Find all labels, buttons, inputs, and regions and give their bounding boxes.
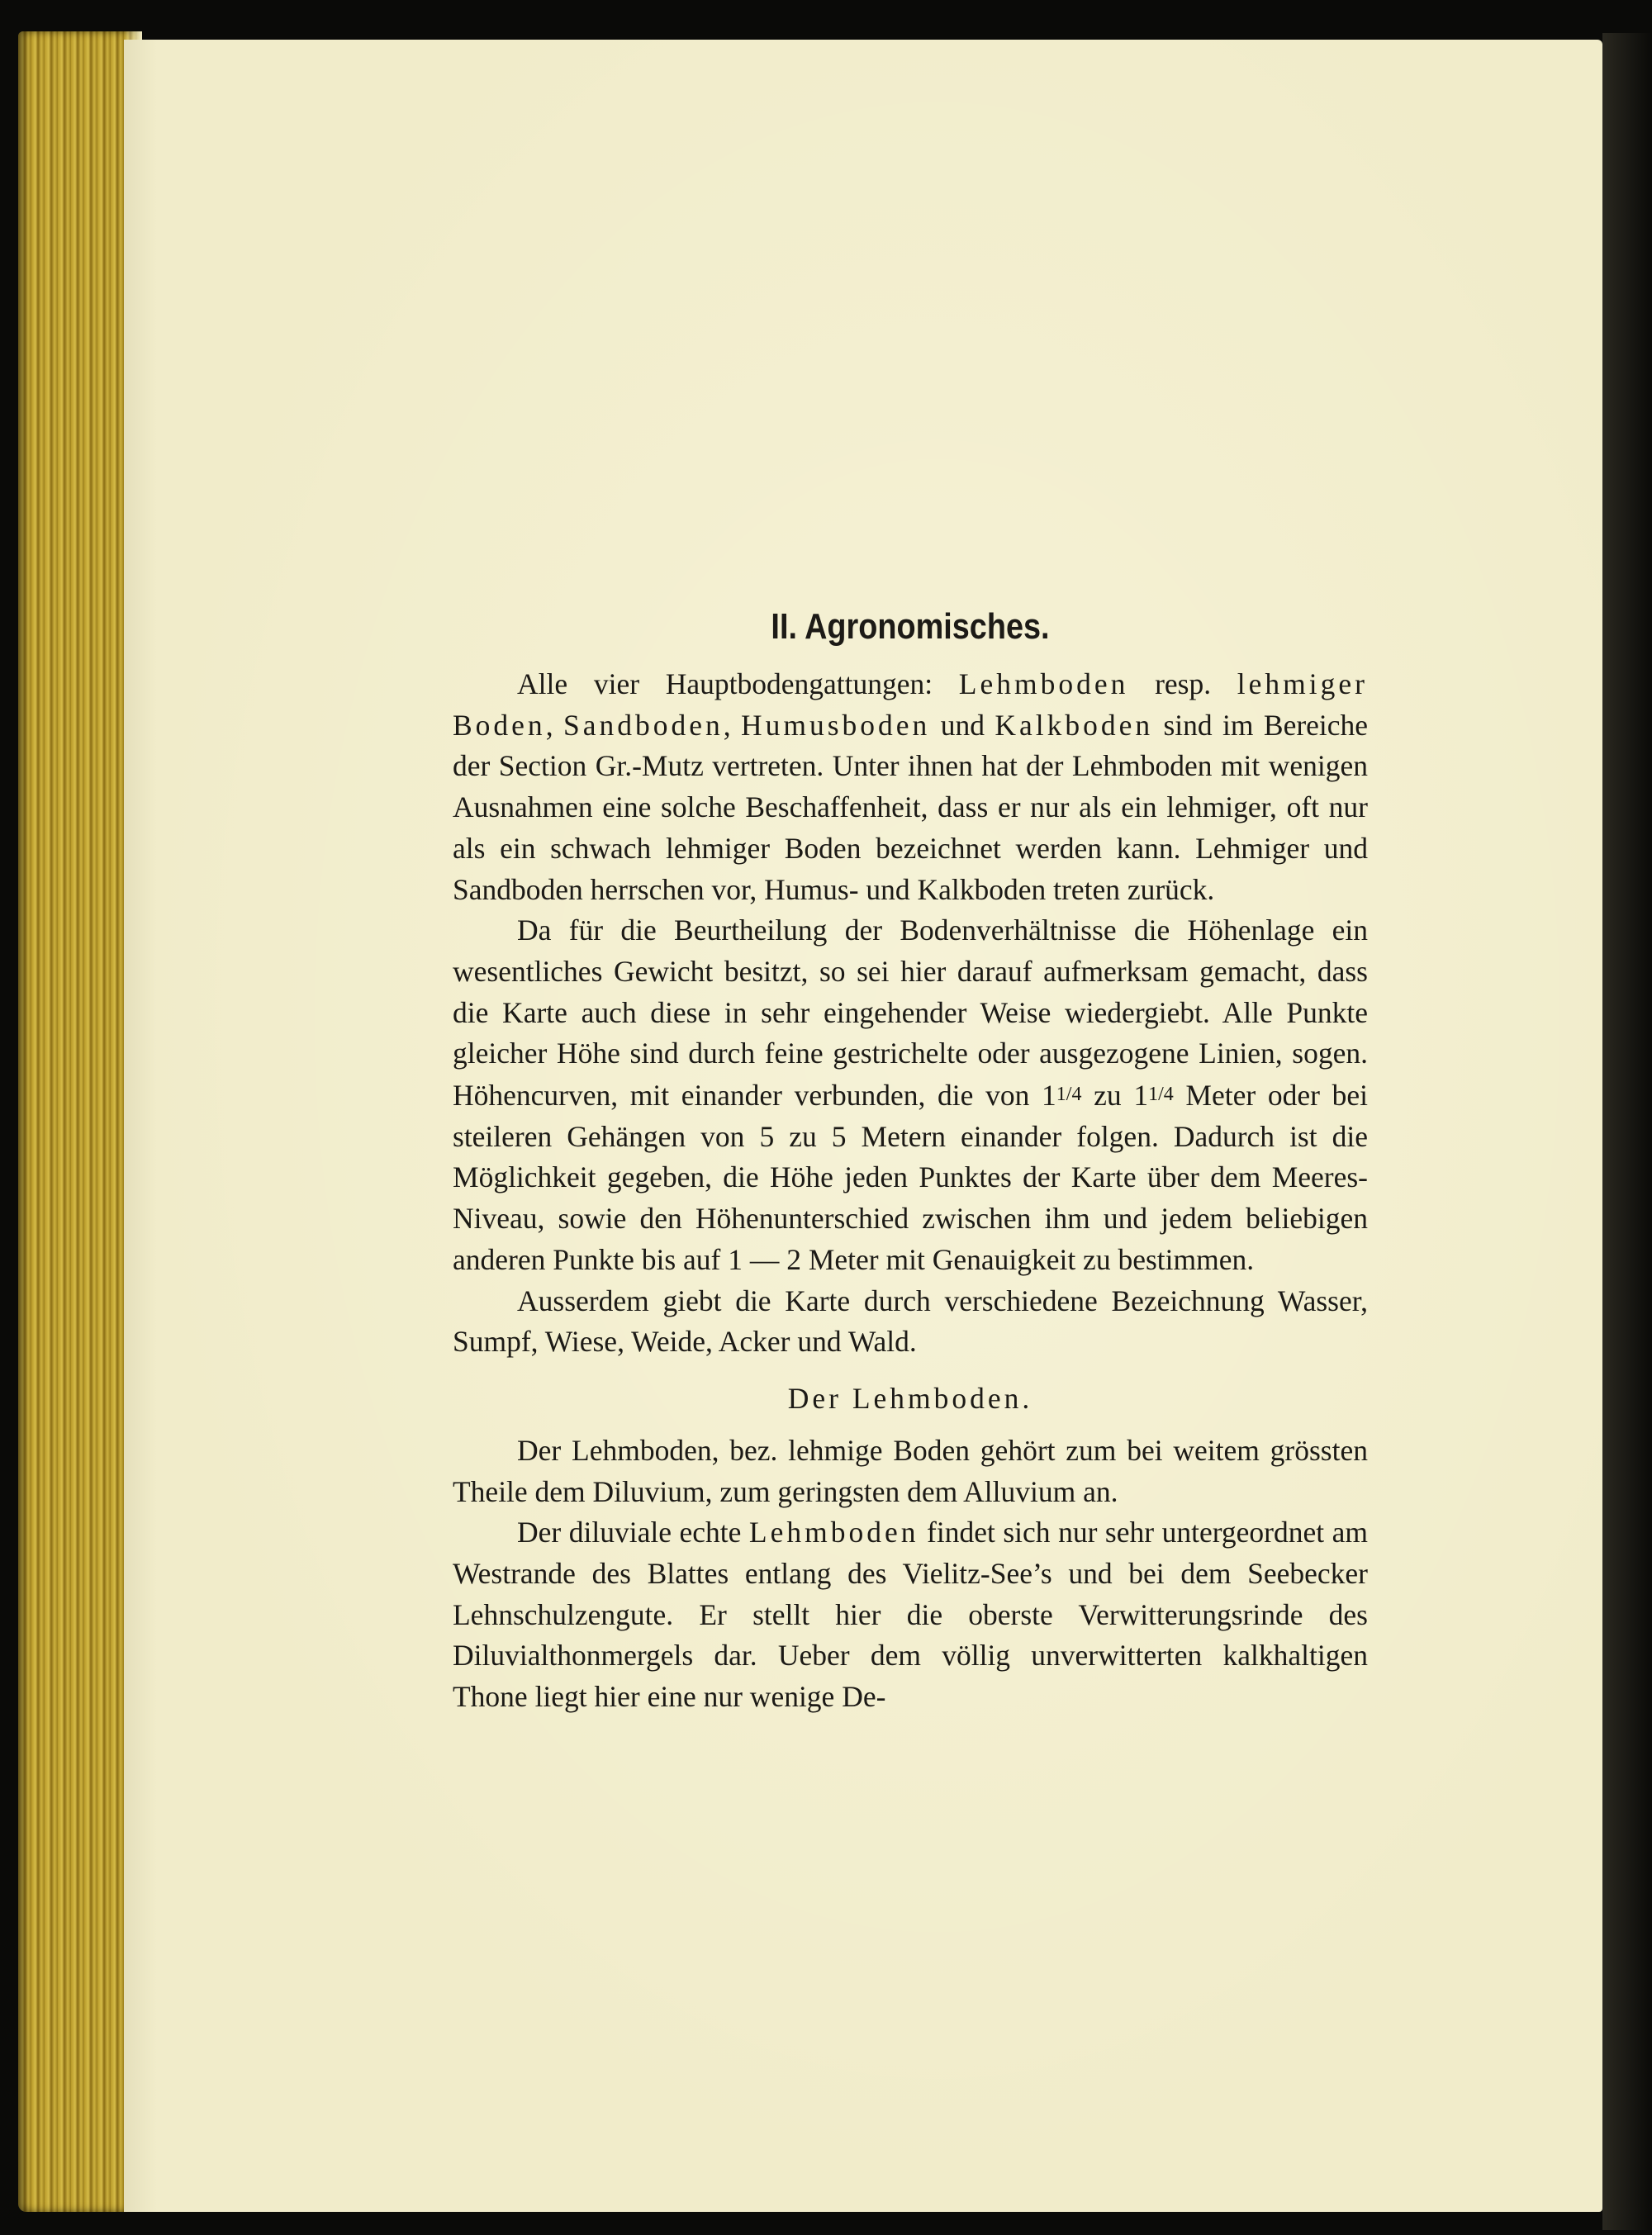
paragraph-1: [453, 664, 1368, 910]
scan-top-shadow: [0, 0, 1652, 40]
p2-fraction-1: 1/4: [1056, 1084, 1082, 1106]
paragraph-4: Der Lehmboden, bez. lehmige Boden gehört zum bei weitem grössten Theile dem Diluvium, zum geringsten dem Alluvium an.: [453, 1433, 1368, 1508]
scan-right-edge: [1602, 33, 1652, 2230]
paragraph-3: Ausserdem giebt die Karte durch verschiedene Bezeichnung Wasser, Sumpf, Wiese, Weide, Acker und Wald.: [453, 1284, 1368, 1359]
p1-text-k: sind im Bereiche der Section Gr.-Mutz vertreten. Unter ihnen hat der Lehmboden mit wenigen Ausnahmen eine solche Beschaffenheit, dass er nur als ein lehmiger, oft nur als ein schwach lehmiger Boden bezeichnet werden kann. Lehmiger und Sandboden herrschen vor, Humus- und Kalkboden treten zurück.: [453, 708, 1369, 906]
p2-text-a: Da für die Beurtheilung der Bodenverhältnisse die Höhenlage ein wesentliches Gewicht besitzt, so sei hier darauf aufmerksam gemacht, dass die Karte auch diese in sehr eingehender Weise wiedergiebt. Alle Punkte gleicher Höhe sind durch feine gestrichelte oder ausgezogene Linien, sogen. Höhencurven, mit einander verbunden, die von 1: [453, 913, 1368, 1113]
p2-fraction-2: 1/4: [1148, 1084, 1174, 1106]
paragraph-5: [453, 1512, 1368, 1718]
section-heading: II. Agronomisches.: [771, 606, 1050, 647]
p1-term-lehmiger-boden: lehmiger Boden: [453, 667, 1368, 742]
subheading-lehmboden: Der Lehmboden.: [787, 1381, 1033, 1415]
p5-text-a: Der diluviale echte: [517, 1516, 749, 1549]
p5-term-lehmboden: Lehmboden: [748, 1516, 919, 1549]
p2-text-c: Meter oder bei steileren Gehängen von 5 zu 5 Metern einander folgen. Dadurch ist die Möglichkeit gegeben, die Höhe jeden Punktes der Karte über dem Meeres-Niveau, sowie den Höhenunterschied zwischen ihm und jedem beliebigen anderen Punkte bis auf 1 — 2 Meter mit Genauigkeit zu bestimmen.: [453, 1079, 1368, 1276]
p1-text-e: ,: [545, 708, 563, 742]
p1-term-sandboden: Sandboden: [563, 708, 724, 742]
p1-text-g: ,: [723, 708, 741, 742]
paragraph-2: [453, 910, 1368, 1280]
p1-term-kalkboden: Kalkboden: [995, 708, 1154, 742]
p1-text-c: resp.: [1128, 667, 1237, 700]
p5-text-c: findet sich nur sehr untergeordnet am Westrande des Blattes entlang des Vielitz-See’s und bei dem Seebecker Lehnschulzengute. Er stellt hier die oberste Verwitterungsrinde des Diluvialthonmergels dar. Ueber dem völlig unverwitterten kalkhaltigen Thone liegt hier eine nur wenige De-: [453, 1516, 1368, 1714]
p1-text-i: und: [930, 708, 995, 742]
p1-text-a: Alle vier Hauptbodengattungen:: [517, 667, 959, 700]
p2-text-b: zu 1: [1081, 1079, 1149, 1113]
p1-term-humusboden: Humusboden: [740, 708, 931, 742]
p1-term-lehmboden: Lehmboden: [958, 667, 1129, 700]
text-block: [453, 606, 1368, 1718]
